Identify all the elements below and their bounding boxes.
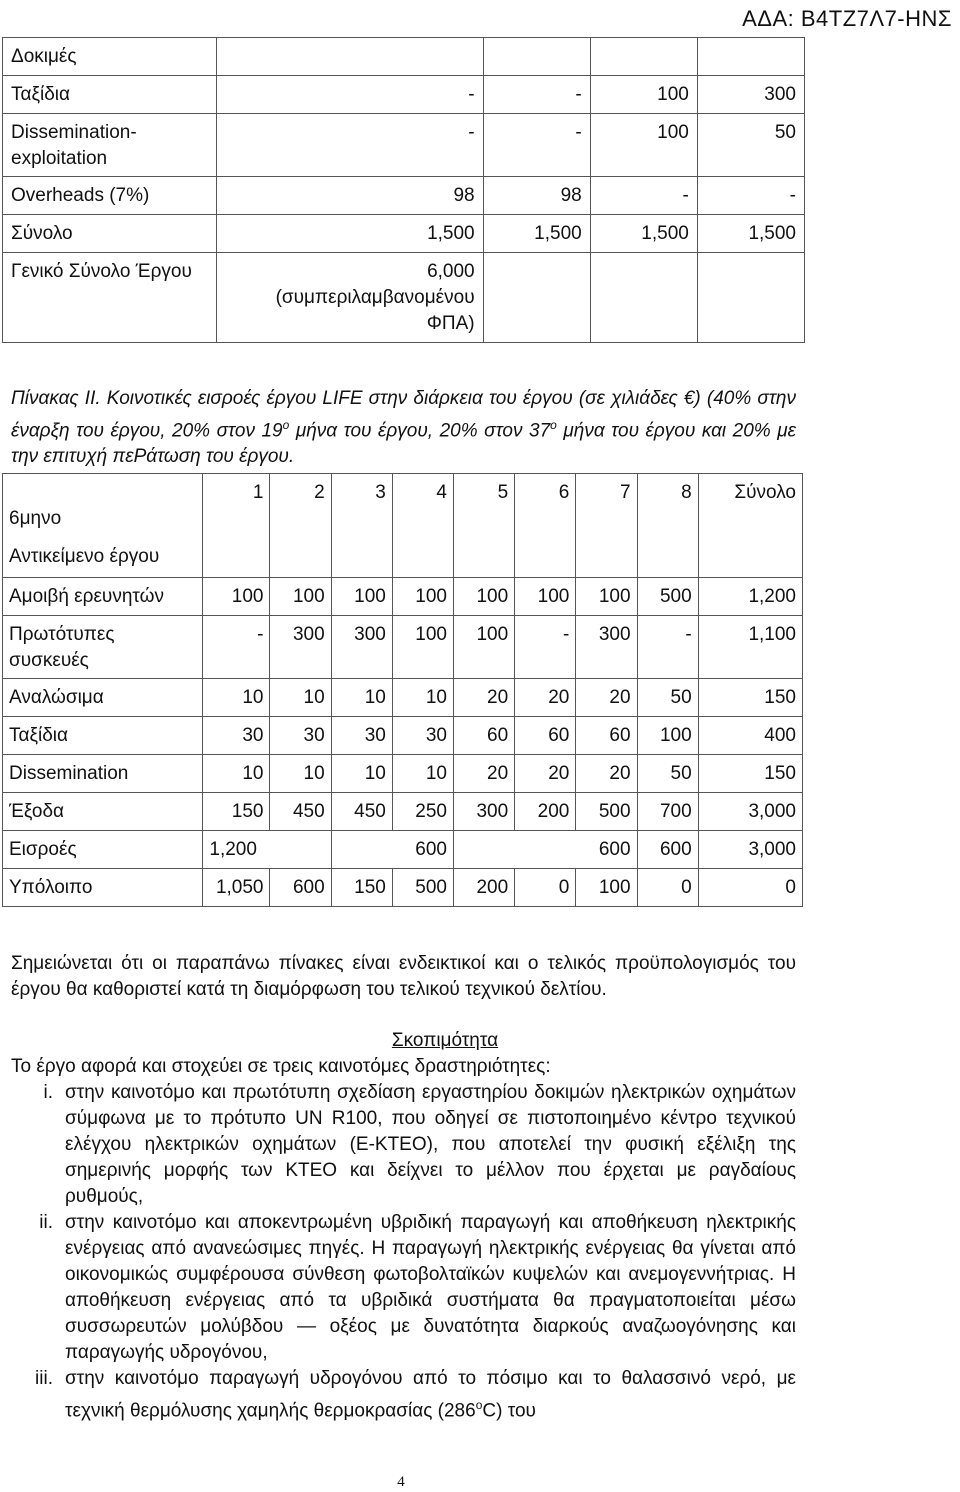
section-heading: Σκοπιμότητα	[391, 1030, 499, 1051]
table-row	[3, 215, 805, 253]
table-cell: 10	[203, 755, 270, 793]
table-cell: 300	[454, 793, 515, 831]
table-cell: 30	[392, 717, 453, 755]
header-row	[3, 474, 803, 578]
table-cell: 50	[697, 114, 804, 177]
table-cell: 500	[637, 578, 698, 616]
table-cell: 100	[590, 76, 697, 114]
row-label: Σύνολο	[3, 215, 217, 253]
table-cell: 20	[515, 755, 576, 793]
table-cell: 100	[392, 616, 453, 679]
row-label: Overheads (7%)	[3, 177, 217, 215]
table-cell: 60	[515, 717, 576, 755]
row-label: Γενικό Σύνολο Έργου	[3, 253, 217, 343]
header-label	[3, 474, 203, 578]
list-item: ii. στην καινοτόμο και αποκεντρωμένη υβριδική παραγωγή και αποθήκευση ηλεκτρικής ενέργειας από ανανεώσιμες πηγές. Η παραγωγή ηλεκτρικής ενέργειας θα γίνεται από οικονομικώς συμφέρουσα σύνθεση φωτοβολταϊκών κυψελών και ανεμογεννήτριας. Η αποθήκευση ενέργειας από τα υβριδικά συστήματα θα πραγματοποιείται μέσω συσσωρευτών μολύβδου — οξέος με δυνατότητα διαρκούς αναζωογόνησης και παραγωγής υδρογόνου,	[39, 1212, 796, 1363]
column-header: 5	[454, 474, 515, 578]
table-cell: 200	[454, 869, 515, 907]
table-cell: 300	[331, 616, 392, 679]
table-cell: 300	[697, 76, 804, 114]
note-paragraph: Σημειώνεται ότι οι παραπάνω πίνακες είναι ενδεικτικοί και ο τελικός προϋπολογισμός του έργου θα καθοριστεί κατά τη διαμόρφωση του τελικού τεχνικού δελτίου.	[11, 953, 796, 1000]
table-cell: -	[637, 616, 698, 679]
table-cell: 20	[576, 755, 637, 793]
table-cell: 1,050	[203, 869, 270, 907]
column-header: Σύνολο	[698, 474, 802, 578]
table-cell: 250	[392, 793, 453, 831]
period-label: 6μηνο	[9, 508, 62, 529]
table-cell: -	[515, 616, 576, 679]
table-cell: 20	[576, 679, 637, 717]
table-cell: 100	[203, 578, 270, 616]
table-cell: 30	[331, 717, 392, 755]
table-cell: 200	[515, 793, 576, 831]
row-label: Ταξίδια	[3, 717, 203, 755]
table-row	[3, 831, 803, 869]
table-cell: 100	[576, 578, 637, 616]
table-cell: 20	[454, 679, 515, 717]
list-item: iii. στην καινοτόμο παραγωγή υδρογόνου από το πόσιμο και το θαλασσινό νερό, με τεχνική θερμόλυσης χαμηλής θερμοκρασίας $(286^oC)$ του	[35, 1368, 796, 1422]
table-cell: 20	[454, 755, 515, 793]
table-row	[3, 253, 805, 343]
row-label: Δοκιμές	[3, 38, 217, 76]
table-row	[3, 755, 803, 793]
table-cell: 150	[698, 755, 802, 793]
table-cell: 10	[392, 755, 453, 793]
table-cell: 30	[270, 717, 331, 755]
table-cell: 1,500	[483, 215, 590, 253]
table-cell: 500	[576, 793, 637, 831]
row-label: Αναλώσιμα	[3, 679, 203, 717]
table-cell: -	[216, 114, 483, 177]
table-cell: 1,100	[698, 616, 802, 679]
table-cell: 150	[331, 869, 392, 907]
table-cell: 1,500	[697, 215, 804, 253]
table-cell: 10	[331, 755, 392, 793]
section-intro: Το έργο αφορά και στοχεύει σε τρεις καινοτόμες δραστηριότητες:	[11, 1056, 551, 1077]
table-cell: 10	[392, 679, 453, 717]
table-cell: 600	[331, 831, 453, 869]
activities-list	[11, 1080, 796, 1424]
table-cell: 100	[270, 578, 331, 616]
table-cell: 10	[270, 755, 331, 793]
table-cell: -	[216, 76, 483, 114]
table-cell: 600	[270, 869, 331, 907]
table-row	[3, 76, 805, 114]
table-cell	[483, 253, 590, 343]
table-row	[3, 578, 803, 616]
column-header: 8	[637, 474, 698, 578]
row-label: Αμοιβή ερευνητών	[3, 578, 203, 616]
table-row	[3, 616, 803, 679]
table-row	[3, 793, 803, 831]
table-row	[3, 177, 805, 215]
row-label: Υπόλοιπο	[3, 869, 203, 907]
subject-label: Αντικείμενο έργου	[9, 546, 160, 567]
table-cell: 500	[392, 869, 453, 907]
table-cell: 1,500	[590, 215, 697, 253]
column-header: 7	[576, 474, 637, 578]
community-inflows-table	[2, 473, 803, 907]
table-cell: 3,000	[698, 793, 802, 831]
row-label: Ταξίδια	[3, 76, 217, 114]
table-cell: 30	[203, 717, 270, 755]
row-label: Έξοδα	[3, 793, 203, 831]
table-cell: 0	[637, 869, 698, 907]
table-row	[3, 679, 803, 717]
table-cell: -	[483, 76, 590, 114]
table-cell: -	[697, 177, 804, 215]
table-cell: 98	[216, 177, 483, 215]
table-cell	[216, 38, 483, 76]
page-number: 4	[397, 1474, 405, 1490]
table-cell	[590, 38, 697, 76]
table-cell: 100	[576, 869, 637, 907]
table-cell: 600	[637, 831, 698, 869]
row-label: Εισροές	[3, 831, 203, 869]
column-header: 3	[331, 474, 392, 578]
table-cell	[697, 38, 804, 76]
table-cell: 600	[454, 831, 638, 869]
table-cell: 300	[270, 616, 331, 679]
table-cell	[697, 253, 804, 343]
ada-code: ΑΔΑ: Β4ΤΖ7Λ7-ΗΝΣ	[742, 6, 952, 31]
table-row	[3, 717, 803, 755]
table-cell: 100	[392, 578, 453, 616]
table-cell: 450	[270, 793, 331, 831]
table-cell: 3,000	[698, 831, 802, 869]
table-cell: 150	[203, 793, 270, 831]
table-cell: 400	[698, 717, 802, 755]
table-cell: 100	[454, 578, 515, 616]
table-cell: 0	[698, 869, 802, 907]
table-cell: 150	[698, 679, 802, 717]
table-cell: 450	[331, 793, 392, 831]
row-label: Dissemination-exploitation	[3, 114, 217, 177]
table-cell: -	[590, 177, 697, 215]
table-row	[3, 114, 805, 177]
table-cell	[483, 38, 590, 76]
table-cell: 100	[515, 578, 576, 616]
table-cell: 100	[590, 114, 697, 177]
row-label: Πρωτότυπες συσκευές	[3, 616, 203, 679]
table-cell: 60	[576, 717, 637, 755]
table-cell: 10	[203, 679, 270, 717]
column-header: 1	[203, 474, 270, 578]
table-cell: 300	[576, 616, 637, 679]
table-row	[3, 38, 805, 76]
table-cell: 20	[515, 679, 576, 717]
table-cell: 700	[637, 793, 698, 831]
table-cell: -	[203, 616, 270, 679]
column-header: 4	[392, 474, 453, 578]
table-cell: -	[483, 114, 590, 177]
budget-table	[2, 37, 805, 343]
column-header: 6	[515, 474, 576, 578]
row-label: Dissemination	[3, 755, 203, 793]
table-cell: 6,000 (συμπεριλαμβανομένου ΦΠΑ)	[216, 253, 483, 343]
table-cell: 1,500	[216, 215, 483, 253]
table-caption: Πίνακας ΙΙ. Κοινοτικές εισροές έργου LIFE στην διάρκεια του έργου (σε χιλιάδες €) (40% στην έναρξη του έργου, 20% στον $19^o$ μήνα του έργου, 20% στον $37^o$ μήνα του έργου και 20% με την επιτυχή πεPάτωση του έργου.	[11, 388, 796, 468]
table-cell: 100	[331, 578, 392, 616]
list-item: i. στην καινοτόμο και πρωτότυπη σχεδίαση εργαστηρίου δοκιμών ηλεκτρικών οχημάτων σύμφωνα με το πρότυπο UN R100, που οδηγεί σε πιστοποιημένο κέντρο τεχνικού ελέγχου ηλεκτρικών οχημάτων (Ε-ΚΤΕΟ), που αποτελεί την φυσική εξέλιξη της σημερινής μορφής των ΚΤΕΟ και δείχνει το μέλλον που έρχεται με ραγδαίους ρυθμούς,	[43, 1082, 796, 1207]
table-cell	[590, 253, 697, 343]
table-cell: 50	[637, 755, 698, 793]
table-cell: 50	[637, 679, 698, 717]
table-cell: 10	[270, 679, 331, 717]
table-cell: 10	[331, 679, 392, 717]
table-cell: 1,200	[698, 578, 802, 616]
table-cell: 60	[454, 717, 515, 755]
table-row	[3, 869, 803, 907]
table-cell: 1,200	[203, 831, 331, 869]
column-header: 2	[270, 474, 331, 578]
table-cell: 98	[483, 177, 590, 215]
table-cell: 100	[454, 616, 515, 679]
table-cell: 100	[637, 717, 698, 755]
table-cell: 0	[515, 869, 576, 907]
